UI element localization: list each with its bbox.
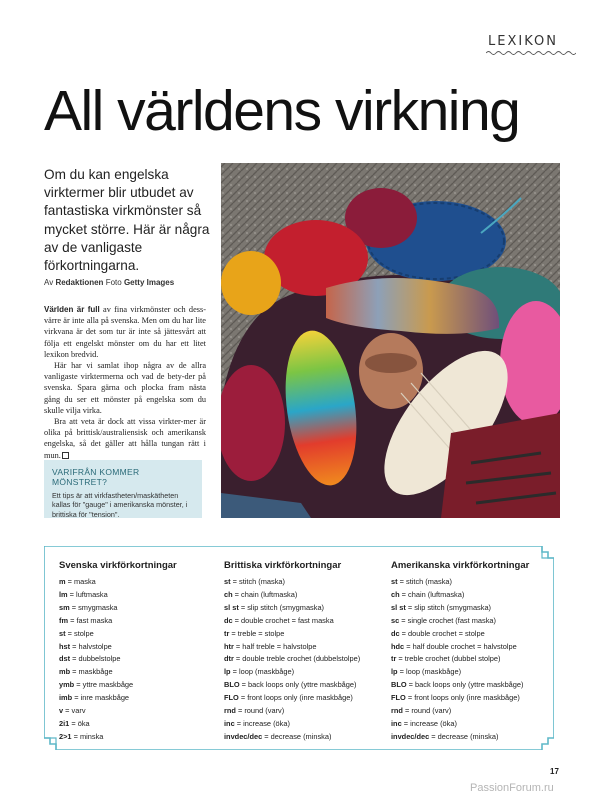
section-label: LEXIKON [488,34,558,49]
list-item: FLO = front loops only (inre maskbåge) [224,693,353,703]
list-item: dc = double crochet = fast maska [224,615,334,625]
list-item: fm = fast maska [59,615,113,625]
abbreviation-table [44,546,554,750]
body-lead-in: Världen är full [44,305,100,314]
body-paragraph-2: Här har vi samlat ihop några av de allra vanligaste virktermerna och vad de bety-der på svenska. Spara gärna och plocka fram nästa gång du ser ett mönster på engelska som du skulle vilja virka. [44,361,206,415]
body-text [44,304,206,461]
list-item: rnd = round (varv) [391,706,452,716]
yarn-photo [221,163,560,518]
list-item: ch = chain (luftmaska) [224,589,298,599]
column-title: Brittiska virkförkortningar [224,560,342,571]
page-title: All världens virkning [44,79,520,143]
list-item: 2i1 = öka [59,718,90,728]
yarn-photo-illustration [221,163,560,518]
list-item: rnd = round (varv) [224,706,285,716]
list-item: sl st = slip stitch (smygmaska) [224,602,325,612]
info-box-title: VARIFRÅN KOMMER MÖNSTRET? [52,467,140,487]
column-title: Amerikanska virkförkortningar [391,560,530,571]
body-p1-text: av fina virkmönster och dess-värre är inte alla på svenska. Men om du har lite virkvana är det som tur är inte så jättesvårt att följa ett engelskt mönster om du har ett litet lexikon bredvid. [44,305,206,359]
byline-photo-label: Foto [105,278,122,287]
info-box-text: Ett tips är att virkfastheten/maskätheten kallas för "gauge" i amerikanska mönster, i brittiska för "tension". [52,491,188,519]
list-item: st = stolpe [59,628,94,638]
list-item: FLO = front loops only (inre maskbåge) [391,693,520,703]
list-item: 2>1 = minska [59,731,104,741]
watermark: PassionForum.ru [470,782,554,794]
column-amerikanska [391,560,551,744]
list-item: imb = inre maskbåge [59,693,130,703]
list-item: ch = chain (luftmaska) [391,589,465,599]
list-item: st = stitch (maska) [224,577,285,586]
page-number: 17 [550,767,559,776]
list-item: htr = half treble = halvstolpe [224,641,317,651]
list-item: invdec/dec = decrease (minska) [391,731,499,741]
list-item: tr = treble crochet (dubbel stolpe) [391,654,501,664]
wave-divider [486,50,576,56]
byline-prefix: Av [44,278,54,287]
list-item: dst = dubbelstolpe [59,654,121,664]
list-item: mb = maskbåge [59,667,113,677]
list-item: lp = loop (maskbåge) [224,667,295,677]
byline [44,278,174,287]
list-item: invdec/dec = decrease (minska) [224,731,332,741]
list-item: lm = luftmaska [59,589,108,599]
body-paragraph-1 [44,304,206,360]
list-item: sl st = slip stitch (smygmaska) [391,602,492,612]
body-paragraph-3 [44,416,206,461]
list-item: hst = halvstolpe [59,641,112,651]
list-item: dtr = double treble crochet (dubbelstolpe) [224,654,361,664]
list-item: st = stitch (maska) [391,577,452,586]
column-brittiska [224,560,384,744]
list-item: sc = single crochet (fast maska) [391,615,496,625]
list-item: BLO = back loops only (yttre maskbåge) [391,680,524,690]
list-item: sm = smygmaska [59,602,118,612]
byline-author: Redaktionen [55,278,104,287]
byline-photo-credit: Getty Images [123,278,175,287]
list-item: BLO = back loops only (yttre maskbåge) [224,680,357,690]
end-mark-icon [62,452,69,459]
info-box [44,460,202,518]
list-item: tr = treble = stolpe [224,628,285,638]
body-p3-text: Bra att veta är dock att vissa virkter-mer är olika på brittisk/australiensisk och amerikansk engelska, så det gäller att hålla tungan rätt i mun. [44,417,206,460]
column-svenska [59,560,219,744]
list-item: hdc = half double crochet = halvstolpe [391,641,517,651]
list-item: v = varv [59,706,86,716]
list-item: inc = increase (öka) [224,718,290,728]
list-item: ymb = yttre maskbåge [59,680,134,690]
list-item: inc = increase (öka) [391,718,457,728]
list-item: m = maska [59,577,96,586]
list-item: dc = double crochet = stolpe [391,628,485,638]
column-title: Svenska virkförkortningar [59,560,177,571]
lead-paragraph: Om du kan engelska virktermer blir utbudet av fantastiska virkmönster så mycket större. Här är några av de vanligaste förkortningarna. [44,167,210,274]
list-item: lp = loop (maskbåge) [391,667,462,677]
